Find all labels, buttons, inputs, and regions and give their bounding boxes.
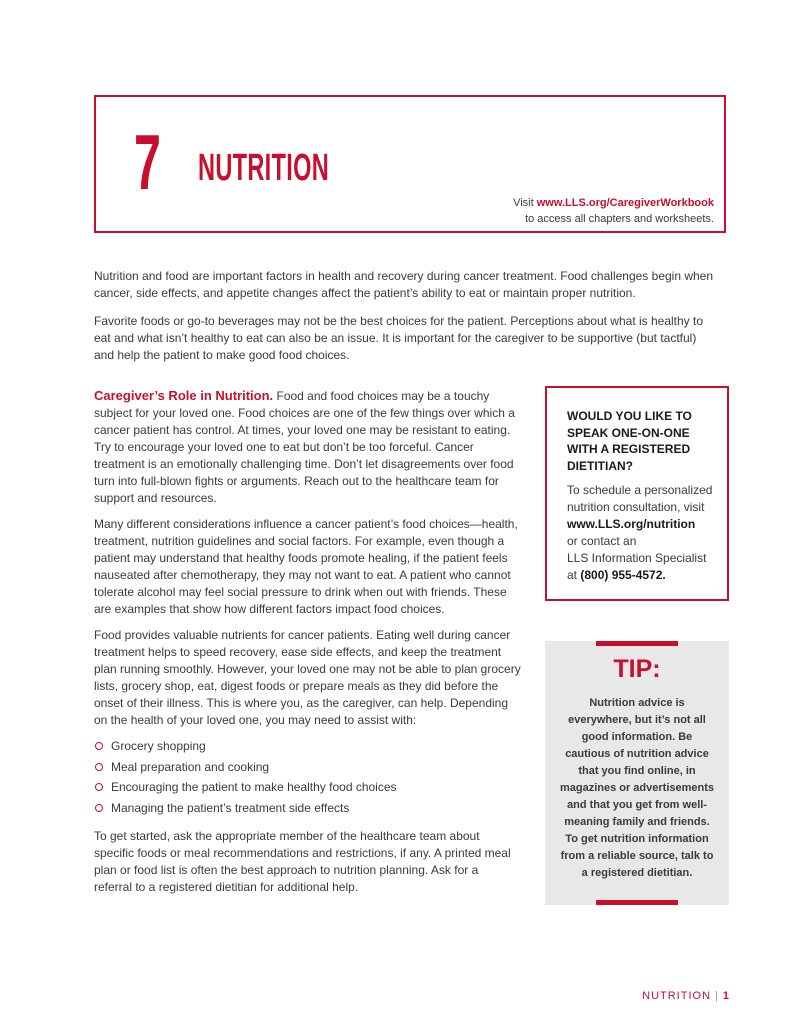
bullet-circle-icon [95,783,103,791]
visit-prefix: Visit [513,197,537,209]
caregiver-role-paragraph [94,387,522,507]
visit-line [513,197,714,209]
dietitian-specialist: LLS Information Specialist [567,551,707,565]
dietitian-at: at [567,568,581,582]
chapter-number: 7 [134,118,161,206]
intro-paragraph-1: Nutrition and food are important factors in health and recovery during cancer treatment. Food challenges begin when cancer, side effects, and appetite changes affect the patient’s ability to eat or maintain proper nutrition. [94,269,714,300]
nutrition-link[interactable]: www.LLS.org/nutrition [567,517,696,531]
list-item [94,738,397,759]
considerations-paragraph: Many different considerations influence a cancer patient’s food choices—health, treatment, nutrition guidelines and social factors. For example, even though a patient may understand that healthy foods promote healing, if the patient feels nauseated after chemotherapy, they may not want to eat. A patient who cannot tolerate alcohol may feel social pressure to drink when out with friends. These are examples that show how different factors impact food choices. [94,517,518,616]
tip-box [545,641,729,905]
food-provides-paragraph: Food provides valuable nutrients for cancer patients. Eating well during cancer treatment helps to speed recovery, ease side effects, and keep the treatment plan running smoothly. However, your loved one may not be able to plan grocery lists, grocery shop, eat, digest foods or prepare meals as they did before the onset of their illness. This is where you, as the caregiver, can help. Depending on the health of your loved one, you may need to assist with: [94,628,521,727]
list-item-text: Encouraging the patient to make healthy food choices [111,780,397,795]
list-item-text: Grocery shopping [111,739,206,753]
bullet-circle-icon [95,804,103,812]
bullet-circle-icon [95,763,103,771]
tip-accent-bar-top [596,641,678,646]
tip-accent-bar-bottom [596,900,678,905]
dietitian-or-contact: or contact an [567,534,637,548]
list-item [94,779,397,800]
chapter-title: NUTRITION [198,147,330,189]
intro-paragraph-2: Favorite foods or go-to beverages may not be the best choices for the patient. Perceptions about what is healthy to eat and what isn’t healthy to eat can also be an issue. It is important for the caregiver to be supportive (but tactful) and help the patient to make good food choices. [94,314,704,362]
footer-separator: | [715,990,719,1002]
tip-title: TIP: [613,655,661,683]
page-number: 1 [722,990,730,1002]
bullet-circle-icon [95,742,103,750]
list-item [94,800,397,821]
dietitian-body [567,482,713,584]
caregiver-role-text: Food and food choices may be a touchy subject for your loved one. Food choices are one of the few things over which a cancer patient has control. At times, your loved one may be resistant to eating. Try to encourage your loved one to eat but don’t be too forceful. Cancer treatment is an emotionally challenging time. Don’t let disagreements over food turn into full-blown fights or arguments. Reach out to the healthcare team for support and resources. [94,389,515,505]
assist-list [94,738,397,821]
chapter-header-box [94,95,726,233]
workbook-link[interactable]: www.LLS.org/CaregiverWorkbook [536,197,714,209]
visit-suffix: to access all chapters and worksheets. [525,213,714,225]
dietitian-callout-box [545,386,729,601]
list-item [94,759,397,780]
get-started-paragraph: To get started, ask the appropriate member of the healthcare team about specific foods or meal recommendations and restrictions, if any. A printed meal plan or food list is often the best approach to nutrition planning. Ask for a referral to a registered dietitian for additional help. [94,829,511,894]
dietitian-heading: WOULD YOU LIKE TO SPEAK ONE-ON-ONE WITH A REGISTERED DIETITIAN? [567,409,692,473]
footer-section: NUTRITION [642,990,712,1002]
page-footer [642,990,730,1002]
tip-text: Nutrition advice is everywhere, but it’s not all good information. Be cautious of nutrition advice that you find online, in magazines or advertisements and that you get from well-meaning family and friends. To get nutrition information from a reliable source, talk to a registered dietitian. [559,697,715,879]
phone-number[interactable]: (800) 955-4572. [580,568,666,582]
list-item-text: Managing the patient’s treatment side effects [111,801,350,816]
dietitian-body-prefix: To schedule a personalized nutrition consultation, visit [567,483,713,514]
list-item-text: Meal preparation and cooking [111,759,270,774]
caregiver-role-heading: Caregiver’s Role in Nutrition. [94,388,274,403]
